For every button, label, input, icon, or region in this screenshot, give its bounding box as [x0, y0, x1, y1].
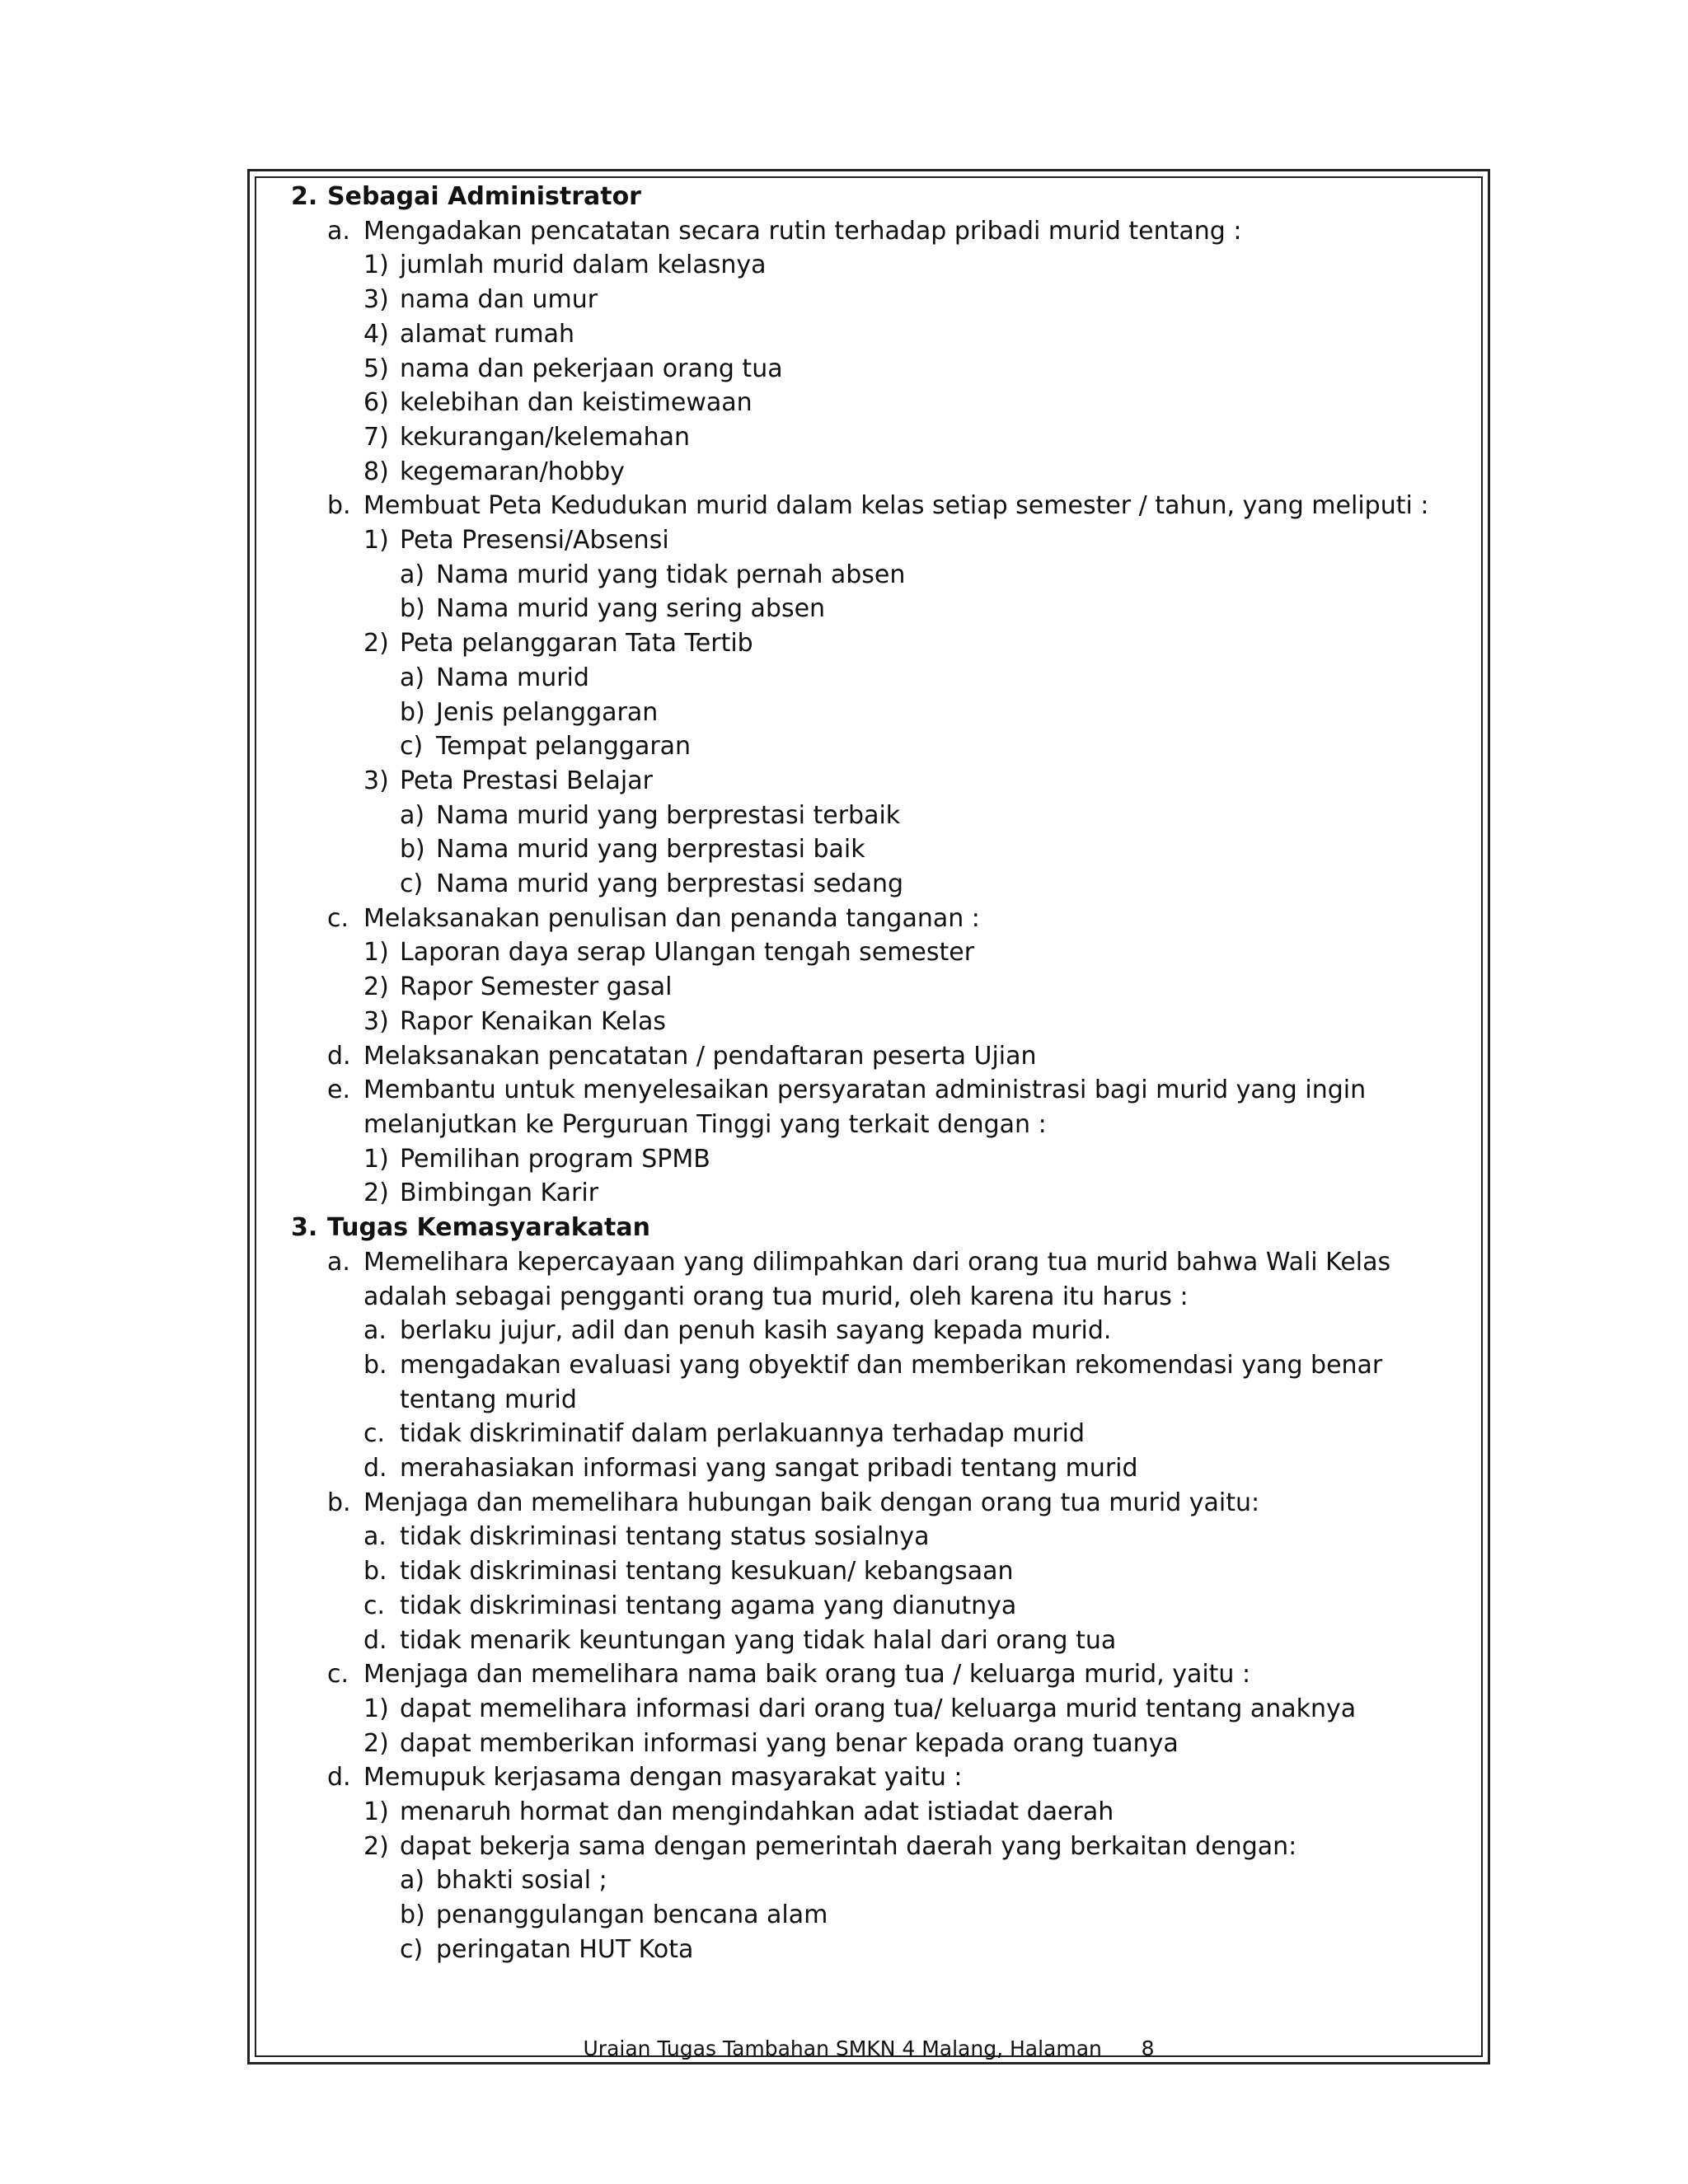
list-text: tidak diskriminasi tentang agama yang dianutnya: [400, 1591, 1017, 1620]
list-text: nama dan umur: [400, 285, 598, 315]
list-item: [291, 935, 1453, 970]
list-marker: 2.: [291, 182, 318, 211]
list-text: kegemaran/hobby: [400, 457, 625, 486]
list-item: [291, 523, 1453, 558]
list-text: berlaku jujur, adil dan penuh kasih sayang kepada murid.: [400, 1316, 1112, 1346]
list-marker: 2): [363, 1831, 389, 1861]
list-item: [291, 626, 1453, 661]
list-item: [291, 248, 1453, 283]
list-marker: d.: [363, 1625, 387, 1655]
list-text: Peta pelanggaran Tata Tertib: [400, 629, 753, 658]
list-text: merahasiakan informasi yang sangat pribadi tentang murid: [400, 1454, 1138, 1483]
list-item: [291, 283, 1453, 317]
list-marker: c.: [363, 1419, 386, 1449]
list-marker: b): [400, 594, 425, 624]
list-text: Nama murid yang berprestasi terbaik: [436, 800, 901, 830]
list-marker: b.: [327, 1488, 351, 1517]
list-marker: b.: [327, 491, 351, 521]
list-text: Nama murid yang sering absen: [436, 594, 826, 624]
list-item: [291, 352, 1453, 387]
list-item: [291, 1795, 1453, 1830]
list-marker: 4): [363, 319, 389, 349]
list-text: dapat memelihara informasi dari orang tua/ keluarga murid tentang anaknya: [400, 1694, 1357, 1723]
list-marker: c): [400, 869, 424, 899]
list-text: jumlah murid dalam kelasnya: [400, 251, 767, 280]
list-text: Memupuk kerjasama dengan masyarakat yaitu :: [363, 1763, 963, 1793]
list-marker: 1): [363, 1144, 389, 1174]
list-item: [291, 867, 1453, 902]
section-heading: [291, 180, 1453, 214]
list-text: Membantu untuk menyelesaikan persyaratan administrasi bagi murid yang ingin melanjutkan ke Perguruan Tinggi yang terkait dengan :: [363, 1076, 1367, 1139]
list-item: [291, 1727, 1453, 1761]
list-text: Melaksanakan penulisan dan penanda tanganan :: [363, 903, 980, 933]
list-text: Peta Prestasi Belajar: [400, 766, 653, 795]
list-item: [291, 1314, 1453, 1348]
list-item: [291, 661, 1453, 696]
list-marker: b.: [363, 1557, 387, 1586]
list-item: [291, 1451, 1453, 1486]
list-text: nama dan pekerjaan orang tua: [400, 354, 783, 383]
list-marker: 8): [363, 457, 389, 486]
list-text: mengadakan evaluasi yang obyektif dan memberikan rekomendasi yang benar tentang murid: [400, 1350, 1383, 1414]
list-text: kelebihan dan keistimewaan: [400, 388, 753, 418]
list-marker: 3): [363, 766, 389, 795]
list-item: [291, 1589, 1453, 1624]
list-item: [291, 592, 1453, 626]
list-text: Nama murid yang berprestasi baik: [436, 835, 865, 865]
list-text: Melaksanakan pencatatan / pendaftaran peserta Ujian: [363, 1041, 1037, 1071]
list-text: Rapor Kenaikan Kelas: [400, 1006, 666, 1036]
list-marker: 2): [363, 1728, 389, 1758]
list-item: [291, 1692, 1453, 1727]
list-text: Bimbingan Karir: [400, 1179, 599, 1208]
list-text: Mengadakan pencatatan secara rutin terhadap pribadi murid tentang :: [363, 216, 1242, 246]
list-marker: a): [400, 663, 425, 692]
list-marker: d.: [327, 1041, 351, 1071]
list-marker: 6): [363, 388, 389, 418]
list-marker: a.: [327, 216, 350, 246]
list-text: menaruh hormat dan mengindahkan adat istiadat daerah: [400, 1797, 1114, 1827]
list-text: Pemilihan program SPMB: [400, 1144, 710, 1174]
list-item: [291, 1933, 1453, 1967]
list-marker: 1): [363, 938, 389, 968]
list-text: tidak diskriminasi tentang status sosialnya: [400, 1522, 930, 1552]
list-marker: 3): [363, 1006, 389, 1036]
list-text: tidak menarik keuntungan yang tidak halal dari orang tua: [400, 1625, 1117, 1655]
list-text: tidak diskriminasi tentang kesukuan/ kebangsaan: [400, 1557, 1014, 1586]
list-item: [291, 764, 1453, 799]
list-marker: c): [400, 1934, 424, 1964]
list-marker: a.: [363, 1522, 387, 1552]
list-item: [291, 970, 1453, 1005]
list-text: Tempat pelanggaran: [436, 732, 692, 762]
list-text: dapat memberikan informasi yang benar kepada orang tuanya: [400, 1728, 1179, 1758]
list-item: [291, 1863, 1453, 1898]
list-item: [291, 317, 1453, 352]
list-marker: 7): [363, 422, 389, 452]
list-item: [291, 214, 1453, 249]
list-text: alamat rumah: [400, 319, 574, 349]
section-heading: [291, 1211, 1453, 1245]
list-marker: 1): [363, 526, 389, 555]
list-marker: d.: [327, 1763, 351, 1793]
list-item: [291, 1417, 1453, 1451]
list-item: [291, 696, 1453, 730]
footer-text: Uraian Tugas Tambahan SMKN 4 Malang, Halaman: [583, 2036, 1102, 2060]
list-item: [291, 489, 1453, 523]
list-text: Menjaga dan memelihara hubungan baik dengan orang tua murid yaitu:: [363, 1488, 1260, 1517]
list-marker: b): [400, 1900, 425, 1930]
list-item: [291, 1554, 1453, 1589]
list-item: [291, 1005, 1453, 1039]
list-item: [291, 1245, 1453, 1314]
list-marker: b): [400, 835, 425, 865]
list-text: Menjaga dan memelihara nama baik orang tua / keluarga murid, yaitu :: [363, 1660, 1251, 1690]
list-text: Nama murid: [436, 663, 589, 692]
list-text: Rapor Semester gasal: [400, 972, 673, 1002]
list-item: [291, 1898, 1453, 1933]
list-item: [291, 558, 1453, 593]
list-item: [291, 902, 1453, 936]
list-marker: 2): [363, 1179, 389, 1208]
list-text: bhakti sosial ;: [436, 1866, 607, 1896]
list-text: Membuat Peta Kedudukan murid dalam kelas setiap semester / tahun, yang meliputi :: [363, 491, 1429, 521]
list-item: [291, 1073, 1453, 1141]
list-text: Tugas Kemasyarakatan: [327, 1213, 650, 1243]
list-marker: 5): [363, 354, 389, 383]
list-marker: 2): [363, 629, 389, 658]
list-text: Peta Presensi/Absensi: [400, 526, 669, 555]
list-marker: c): [400, 732, 424, 762]
list-item: [291, 1830, 1453, 1864]
list-text: dapat bekerja sama dengan pemerintah daerah yang berkaitan dengan:: [400, 1831, 1297, 1861]
list-marker: e.: [327, 1076, 350, 1105]
list-text: peringatan HUT Kota: [436, 1934, 694, 1964]
list-marker: a): [400, 1866, 425, 1896]
list-marker: b.: [363, 1350, 387, 1380]
page-border-outer: [247, 169, 1490, 2064]
list-text: Jenis pelanggaran: [436, 697, 659, 727]
list-marker: a.: [327, 1247, 350, 1277]
list-item: [291, 455, 1453, 490]
list-text: Laporan daya serap Ulangan tengah semester: [400, 938, 975, 968]
page-footer: [250, 2036, 1488, 2060]
list-item: [291, 729, 1453, 764]
list-text: penanggulangan bencana alam: [436, 1900, 828, 1930]
list-marker: a): [400, 560, 425, 589]
list-marker: d.: [363, 1454, 387, 1483]
list-marker: 1): [363, 251, 389, 280]
list-item: [291, 420, 1453, 455]
list-marker: 3.: [291, 1213, 318, 1243]
list-marker: b): [400, 697, 425, 727]
list-marker: c.: [327, 903, 349, 933]
list-item: [291, 1624, 1453, 1658]
list-marker: c.: [327, 1660, 349, 1690]
list-text: Nama murid yang berprestasi sedang: [436, 869, 904, 899]
list-item: [291, 1039, 1453, 1074]
list-marker: a.: [363, 1316, 387, 1346]
list-text: tidak diskriminatif dalam perlakuannya terhadap murid: [400, 1419, 1085, 1449]
list-text: Sebagai Administrator: [327, 182, 641, 211]
list-item: [291, 1486, 1453, 1521]
list-item: [291, 1142, 1453, 1177]
list-text: Nama murid yang tidak pernah absen: [436, 560, 906, 589]
list-text: kekurangan/kelemahan: [400, 422, 691, 452]
list-item: [291, 1760, 1453, 1795]
list-marker: c.: [363, 1591, 386, 1620]
list-item: [291, 799, 1453, 833]
list-marker: 1): [363, 1694, 389, 1723]
list-marker: 1): [363, 1797, 389, 1827]
list-item: [291, 1348, 1453, 1417]
document-body: [291, 180, 1453, 1967]
list-item: [291, 386, 1453, 420]
list-marker: 3): [363, 285, 389, 315]
list-text: Memelihara kepercayaan yang dilimpahkan dari orang tua murid bahwa Wali Kelas adalah sebagai pengganti orang tua murid, oleh karena itu harus :: [363, 1247, 1391, 1311]
list-item: [291, 1657, 1453, 1692]
list-marker: 2): [363, 972, 389, 1002]
list-marker: a): [400, 800, 425, 830]
list-item: [291, 1520, 1453, 1554]
list-item: [291, 832, 1453, 867]
list-item: [291, 1176, 1453, 1211]
footer-page-number: 8: [1141, 2036, 1155, 2060]
